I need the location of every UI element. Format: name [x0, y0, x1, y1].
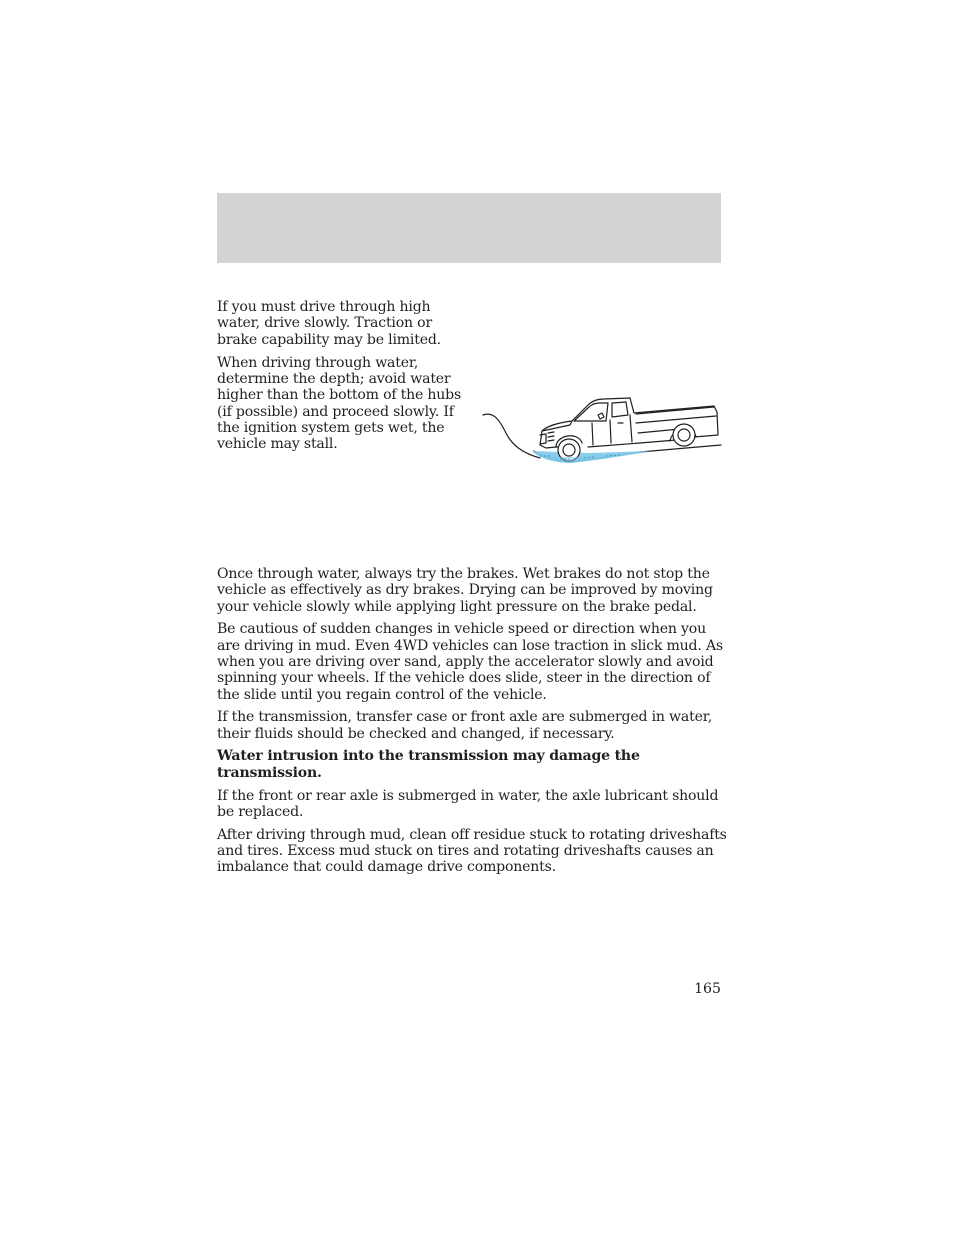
driveshaft-paragraph: After driving through mud, clean off residue stuck to rotating driveshafts and tires. Excess mud stuck on tires and rotating driveshafts causes an imbalance that could damage drive components. [217, 826, 727, 876]
page-number: 165 [694, 981, 721, 997]
axle-paragraph: If the front or rear axle is submerged in water, the axle lubricant should be replaced. [217, 787, 719, 820]
brakes-paragraph: Once through water, always try the brakes. Wet brakes do not stop the vehicle as effectively as dry brakes. Drying can be improved by moving your vehicle slowly while applying light pressure on the brake pedal. [217, 566, 713, 615]
intro-text-column [217, 299, 467, 460]
intro-paragraph: When driving through water, determine the depth; avoid water higher than the bottom of the hubs (if possible) and proceed slowly. If the ignition system gets wet, the vehicle may stall. [217, 354, 462, 453]
fluids-paragraph: If the transmission, transfer case or front axle are submerged in water, their fluids should be checked and changed, if necessary. [217, 709, 712, 742]
mud-paragraph: Be cautious of sudden changes in vehicle speed or direction when you are driving in mud. Even 4WD vehicles can lose traction in slick mud. As when you are driving over sand, apply the accelerator slowly and avoid spinning your wheels. If the vehicle does slide, steer in the direction of the slide until you regain control of the vehicle. [217, 621, 723, 703]
body-text [217, 566, 727, 882]
intro-paragraph: If you must drive through high water, drive slowly. Traction or brake capability may be limited. [217, 299, 441, 348]
pickup-truck-driving-through-water-icon [480, 385, 724, 467]
transmission-warning: Water intrusion into the transmission may damage the transmission. [217, 748, 640, 781]
section-header-band [217, 193, 721, 263]
